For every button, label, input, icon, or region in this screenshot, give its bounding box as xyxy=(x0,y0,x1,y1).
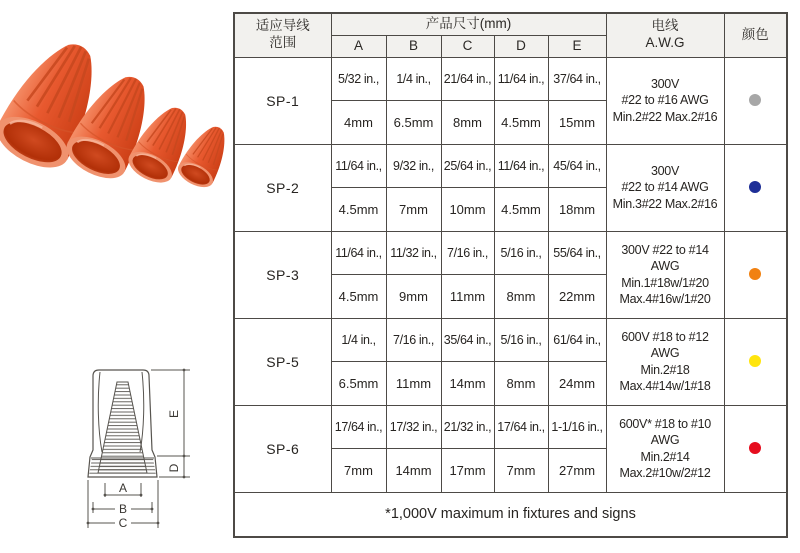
color-dot xyxy=(749,442,761,454)
awg-cell: 300V #22 to #16 AWG Min.2#22 Max.2#16 xyxy=(606,57,724,144)
model-cell: SP-3 xyxy=(234,231,331,318)
mm-cell: 11mm xyxy=(386,362,441,406)
mm-cell: 18mm xyxy=(548,188,606,232)
inch-cell: 9/32 in., xyxy=(386,144,441,188)
color-dot xyxy=(749,181,761,193)
inch-cell: 45/64 in., xyxy=(548,144,606,188)
inch-cell: 11/64 in., xyxy=(331,144,386,188)
awg-cell: 300V #22 to #14 AWG Min.1#18w/1#20 Max.4#16w/1#20 xyxy=(606,231,724,318)
dimension-drawing xyxy=(58,352,208,544)
inch-cell: 17/32 in., xyxy=(386,405,441,449)
dim-label-c: C xyxy=(118,516,128,530)
inch-cell: 5/16 in., xyxy=(494,318,548,362)
mm-cell: 6.5mm xyxy=(386,101,441,145)
inch-cell: 17/64 in., xyxy=(331,405,386,449)
color-dot xyxy=(749,268,761,280)
mm-cell: 24mm xyxy=(548,362,606,406)
product-photo xyxy=(0,22,245,202)
wire-connectors-image xyxy=(0,22,245,202)
inch-cell: 1-1/16 in., xyxy=(548,405,606,449)
inch-cell: 21/64 in., xyxy=(441,57,494,101)
inch-cell: 5/32 in., xyxy=(331,57,386,101)
footnote: *1,000V maximum in fixtures and signs xyxy=(234,492,787,537)
mm-cell: 22mm xyxy=(548,275,606,319)
model-cell: SP-1 xyxy=(234,57,331,144)
mm-cell: 8mm xyxy=(494,275,548,319)
spec-table xyxy=(233,12,788,538)
mm-cell: 4mm xyxy=(331,101,386,145)
dimension-diagram xyxy=(58,352,208,544)
mm-cell: 7mm xyxy=(386,188,441,232)
header-product-size: 产品尺寸(mm) xyxy=(331,13,606,35)
mm-cell: 14mm xyxy=(441,362,494,406)
color-cell xyxy=(724,231,787,318)
header-col-a: A xyxy=(331,35,386,57)
model-cell: SP-6 xyxy=(234,405,331,492)
inch-cell: 35/64 in., xyxy=(441,318,494,362)
mm-cell: 8mm xyxy=(441,101,494,145)
inch-cell: 11/64 in., xyxy=(331,231,386,275)
inch-cell: 7/16 in., xyxy=(386,318,441,362)
header-col-d: D xyxy=(494,35,548,57)
mm-cell: 4.5mm xyxy=(494,101,548,145)
inch-cell: 17/64 in., xyxy=(494,405,548,449)
inch-cell: 5/16 in., xyxy=(494,231,548,275)
header-col-c: C xyxy=(441,35,494,57)
inch-cell: 55/64 in., xyxy=(548,231,606,275)
color-cell xyxy=(724,57,787,144)
mm-cell: 6.5mm xyxy=(331,362,386,406)
inch-cell: 11/64 in., xyxy=(494,57,548,101)
mm-cell: 14mm xyxy=(386,449,441,493)
spec-table-grid xyxy=(233,12,788,538)
inch-cell: 61/64 in., xyxy=(548,318,606,362)
inch-cell: 21/32 in., xyxy=(441,405,494,449)
dim-label-a: A xyxy=(118,481,128,495)
color-cell xyxy=(724,318,787,405)
header-col-b: B xyxy=(386,35,441,57)
mm-cell: 4.5mm xyxy=(331,188,386,232)
dim-label-e: E xyxy=(167,409,181,419)
mm-cell: 11mm xyxy=(441,275,494,319)
mm-cell: 17mm xyxy=(441,449,494,493)
color-dot xyxy=(749,355,761,367)
mm-cell: 8mm xyxy=(494,362,548,406)
header-col-e: E xyxy=(548,35,606,57)
inch-cell: 1/4 in., xyxy=(331,318,386,362)
mm-cell: 4.5mm xyxy=(331,275,386,319)
mm-cell: 15mm xyxy=(548,101,606,145)
mm-cell: 7mm xyxy=(494,449,548,493)
model-cell: SP-2 xyxy=(234,144,331,231)
inch-cell: 11/32 in., xyxy=(386,231,441,275)
inch-cell: 37/64 in., xyxy=(548,57,606,101)
inch-cell: 7/16 in., xyxy=(441,231,494,275)
mm-cell: 27mm xyxy=(548,449,606,493)
dim-label-b: B xyxy=(118,502,128,516)
mm-cell: 4.5mm xyxy=(494,188,548,232)
dim-label-d: D xyxy=(167,463,181,473)
header-color: 颜色 xyxy=(724,13,787,57)
color-cell xyxy=(724,405,787,492)
header-wire-range: 适应导线 范围 xyxy=(234,13,331,57)
awg-cell: 600V #18 to #12 AWG Min.2#18 Max.4#14w/1#18 xyxy=(606,318,724,405)
inch-cell: 25/64 in., xyxy=(441,144,494,188)
color-dot xyxy=(749,94,761,106)
color-cell xyxy=(724,144,787,231)
awg-cell: 300V #22 to #14 AWG Min.3#22 Max.2#16 xyxy=(606,144,724,231)
awg-cell: 600V* #18 to #10 AWG Min.2#14 Max.2#10w/2#12 xyxy=(606,405,724,492)
mm-cell: 7mm xyxy=(331,449,386,493)
header-awg: 电线 A.W.G xyxy=(606,13,724,57)
model-cell: SP-5 xyxy=(234,318,331,405)
inch-cell: 11/64 in., xyxy=(494,144,548,188)
inch-cell: 1/4 in., xyxy=(386,57,441,101)
mm-cell: 10mm xyxy=(441,188,494,232)
mm-cell: 9mm xyxy=(386,275,441,319)
